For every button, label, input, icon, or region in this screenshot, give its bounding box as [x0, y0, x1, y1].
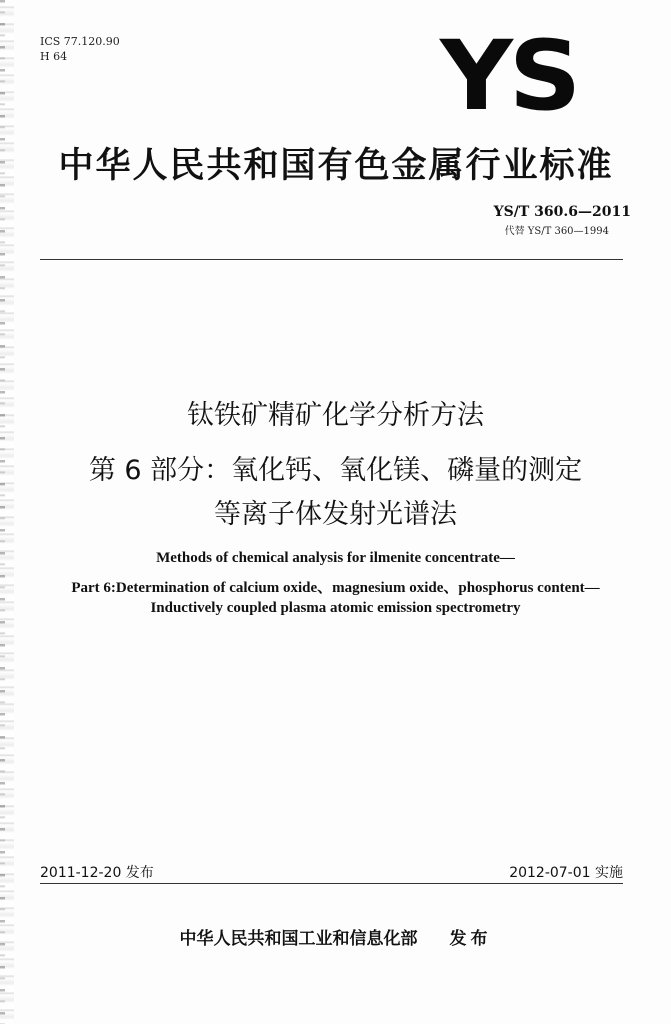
standard-number: YS/T 360.6—2011 [493, 204, 631, 220]
classification-codes [40, 34, 120, 64]
issue-date: 2011-12-20 发布 [40, 865, 154, 881]
publisher-action: 发布 [449, 929, 492, 949]
publisher-name: 中华人民共和国工业和信息化部 [179, 929, 418, 949]
english-title-line-3: Inductively coupled plasma atomic emission spectrometry [150, 600, 521, 616]
english-title-line-2: Part 6:Determination of calcium oxide、magnesium oxide、phosphorus content— [71, 580, 600, 596]
chinese-title-line-1: 钛铁矿精矿化学分析方法 [187, 400, 484, 431]
english-title-line-1: Methods of chemical analysis for ilmenite concentrate— [156, 550, 515, 566]
ys-logo: YS [440, 20, 578, 132]
ccs-code: H 64 [40, 50, 68, 63]
top-divider [40, 259, 623, 260]
org-title: 中华人民共和国有色金属行业标准 [58, 146, 614, 186]
implementation-date: 2012-07-01 实施 [509, 865, 623, 881]
chinese-title-line-2: 第 6 部分：氧化钙、氧化镁、磷量的测定 [88, 455, 583, 486]
publisher-line [0, 924, 671, 949]
replaces-standard: 代替 YS/T 360—1994 [504, 226, 609, 237]
scan-edge-artifact [0, 0, 14, 1024]
bottom-divider [40, 883, 623, 884]
chinese-title-line-3: 等离子体发射光谱法 [214, 499, 457, 530]
ics-code: ICS 77.120.90 [40, 35, 120, 48]
